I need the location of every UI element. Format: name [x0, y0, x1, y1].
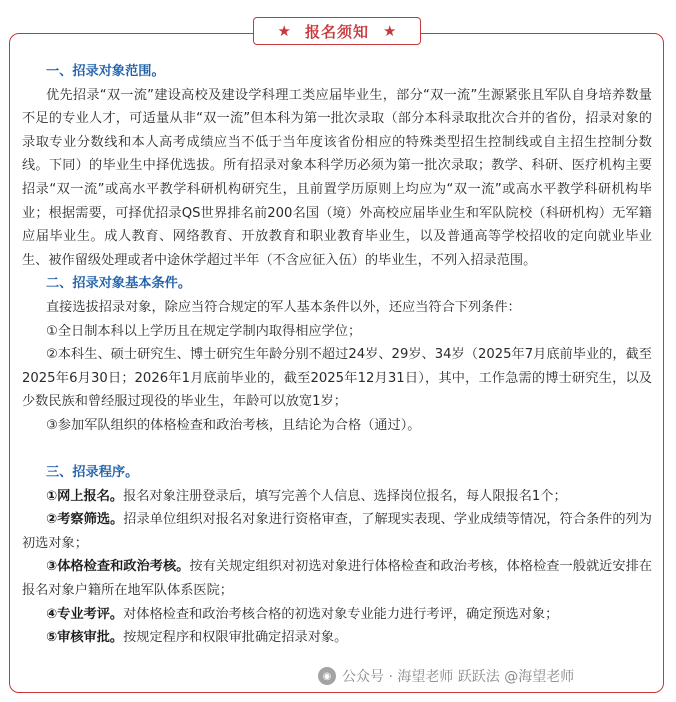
scope-paragraph: 优先招录“双一流”建设高校及建设学科理工类应届毕业生，部分“双一流”生源紧张且军队自身培养数量不足的专业人才，可适量从非“双一流”但本科为第一批次录取（部分本科录取批次合并的省份，招录对象的录取专业分数线和本人高考成绩应当不低于当年度该省份相应的特殊类型招生控制线或自主招生控制分数线。下同）的毕业生中择优选拔。所有招录对象本科学历必须为第一批次录取；教学、科研、医疗机构主要招录“双一流”或高水平教学科研机构研究生，且前置学历原则上均应为“双一流”或高水平教学科研机构毕业；根据需要，可择优招录QS世界排名前200名国（境）外高校应届毕业生和军队院校（科研机构）无军籍应届毕业生。成人教育、网络教育、开放教育和职业教育毕业生，以及普通高等学校招收的定向就业毕业生、被作留级处理或者中途休学超过半年（不含应征入伍）的毕业生，不列入招录范围。 [22, 87, 652, 268]
procedure-step [22, 485, 652, 509]
procedure-step [22, 603, 652, 627]
conditions-intro: 直接选拔招录对象，除应当符合规定的军人基本条件以外，还应当符合下列条件： [46, 299, 521, 315]
section-heading-procedure: 三、招录程序。 [46, 465, 139, 481]
procedure-step-label: ③体格检查和政治考核。 [46, 559, 190, 575]
procedure-step-text: 按有关规定组织对初选对象进行体格检查和政治考核，体格检查一般就近安排在报名对象户籍所在地军队体系医院； [22, 559, 653, 599]
spacer [22, 438, 652, 462]
procedure-step [22, 555, 652, 602]
procedure-step-label: ⑤审核审批。 [46, 630, 124, 646]
star-icon: ★ [277, 21, 291, 40]
section-heading-scope: 一、招录对象范围。 [46, 64, 165, 79]
wechat-official-account-icon: ◉ [318, 667, 336, 685]
procedure-step-text: 对体格检查和政治考核合格的初选对象专业能力进行考评，确定预选对象； [123, 606, 559, 622]
condition-item-3: ③参加军队组织的体格检查和政治考核，且结论为合格（通过）。 [46, 417, 421, 433]
procedure-step-text: 按规定程序和权限审批确定招录对象。 [123, 630, 348, 646]
watermark [318, 663, 574, 689]
condition-item-2: ②本科生、硕士研究生、博士研究生年龄分别不超过24岁、29岁、34岁（2025年7月底前毕业的，截至2025年6月30日；2026年1月底前毕业的，截至2025年12月31日），其中，工作急需的博士研究生，以及少数民族和曾经服过现役的毕业生，年龄可以放宽1岁； [22, 347, 652, 410]
procedure-step-label: ①网上报名。 [46, 488, 124, 504]
procedure-step [22, 508, 652, 555]
procedure-step [22, 626, 652, 650]
procedure-step-text: 招录单位组织对报名对象进行资格审查，了解现实表现、学业成绩等情况，符合条件的列为初选对象； [22, 512, 652, 551]
star-icon: ★ [383, 21, 397, 40]
notice-title: 报名须知 [304, 22, 369, 41]
notice-content [22, 60, 652, 650]
condition-item-1: ①全日制本科以上学历且在规定学制内取得相应学位； [46, 323, 362, 339]
notice-title-tab [253, 17, 421, 45]
procedure-step-label: ②考察筛选。 [46, 512, 124, 528]
procedure-step-label: ④专业考评。 [46, 606, 124, 622]
watermark-text: 公众号 · 海望老师 跃跃法 @海望老师 [342, 669, 575, 685]
section-heading-conditions: 二、招录对象基本条件。 [46, 276, 192, 292]
procedure-step-text: 报名对象注册登录后，填写完善个人信息、选择岗位报名，每人限报名1个； [123, 488, 567, 504]
